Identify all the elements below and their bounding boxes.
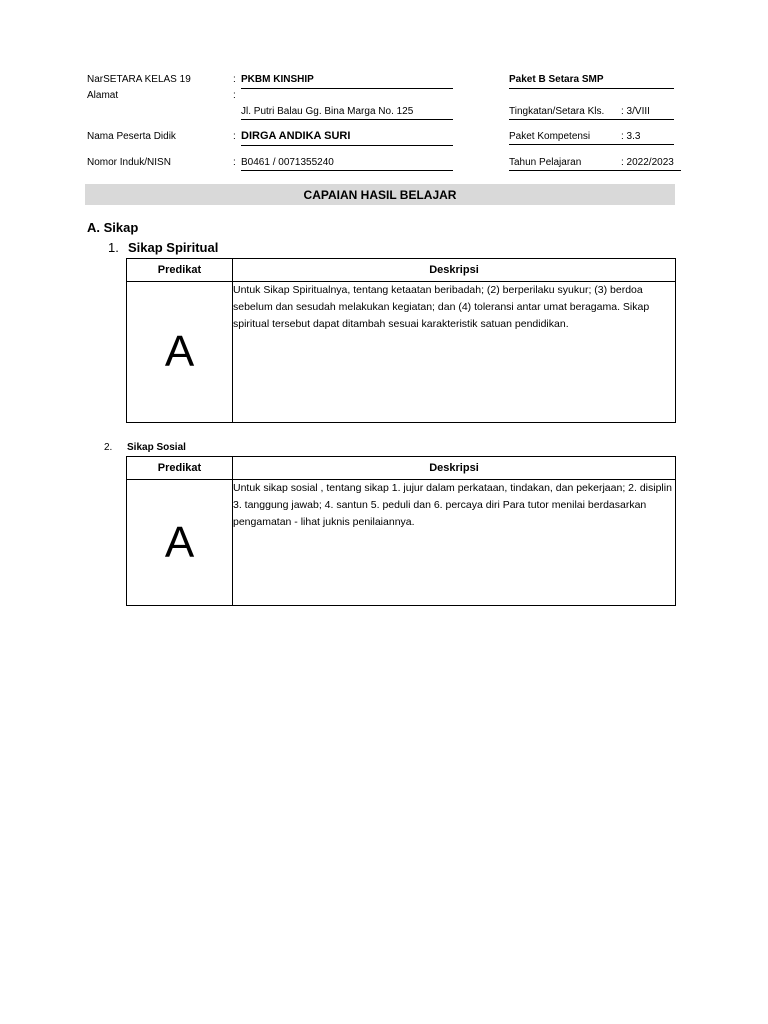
- page-title-banner: CAPAIAN HASIL BELAJAR: [85, 184, 675, 205]
- student-name-colon: :: [233, 131, 236, 142]
- predikat-grade: A: [127, 480, 233, 606]
- school-label: NarSETARA KELAS 19: [87, 74, 191, 85]
- address-value: Jl. Putri Balau Gg. Bina Marga No. 125: [241, 106, 453, 120]
- subsection-title-sosial: Sikap Sosial: [127, 442, 186, 453]
- deskripsi-header: Deskripsi: [233, 259, 676, 282]
- deskripsi-header: Deskripsi: [233, 457, 676, 480]
- subsection-number-1: 1.: [108, 240, 119, 255]
- address-label: Alamat: [87, 90, 119, 101]
- student-id-value: B0461 / 0071355240: [241, 157, 453, 171]
- student-name-label: Nama Peserta Didik: [87, 131, 176, 142]
- competency-label: Paket Kompetensi: [509, 131, 621, 145]
- program-label: Paket B Setara SMP: [509, 74, 674, 89]
- student-id-label: Nomor Induk/NISN: [87, 157, 171, 168]
- competency-value: : 3.3: [621, 131, 674, 145]
- school-year-value: : 2022/2023: [621, 157, 681, 171]
- student-name-value: DIRGA ANDIKA SURI: [241, 130, 453, 146]
- school-name: PKBM KINSHIP: [241, 74, 453, 89]
- subsection-title-spiritual: Sikap Spiritual: [128, 240, 219, 255]
- sosial-table: [126, 456, 676, 606]
- deskripsi-text: Untuk Sikap Spiritualnya, tentang ketaatan beribadah; (2) berperilaku syukur; (3) berdoa sebelum dan sesudah melakukan kegiatan; dan (4) toleransi antar umat beragama. Sikap spiritual tersebut dapat ditambah sesuai karakteristik satuan pendidikan.: [233, 282, 676, 423]
- section-title: A. Sikap: [87, 220, 139, 235]
- address-colon: :: [233, 90, 236, 101]
- subsection-number-2: 2.: [104, 442, 113, 453]
- student-id-colon: :: [233, 157, 236, 168]
- spiritual-table: [126, 258, 676, 423]
- level-label: Tingkatan/Setara Kls.: [509, 106, 621, 120]
- predikat-header: Predikat: [127, 259, 233, 282]
- school-year-label: Tahun Pelajaran: [509, 157, 621, 171]
- predikat-header: Predikat: [127, 457, 233, 480]
- deskripsi-text: Untuk sikap sosial , tentang sikap 1. jujur dalam perkataan, tindakan, dan pekerjaan; 2. disiplin 3. tanggung jawab; 4. santun 5. peduli dan 6. percaya diri Para tutor menilai berdasarkan pengamatan - lihat juknis penilaiannya.: [233, 480, 676, 606]
- predikat-grade: A: [127, 282, 233, 423]
- school-colon: :: [233, 74, 236, 85]
- level-value: : 3/VIII: [621, 106, 674, 120]
